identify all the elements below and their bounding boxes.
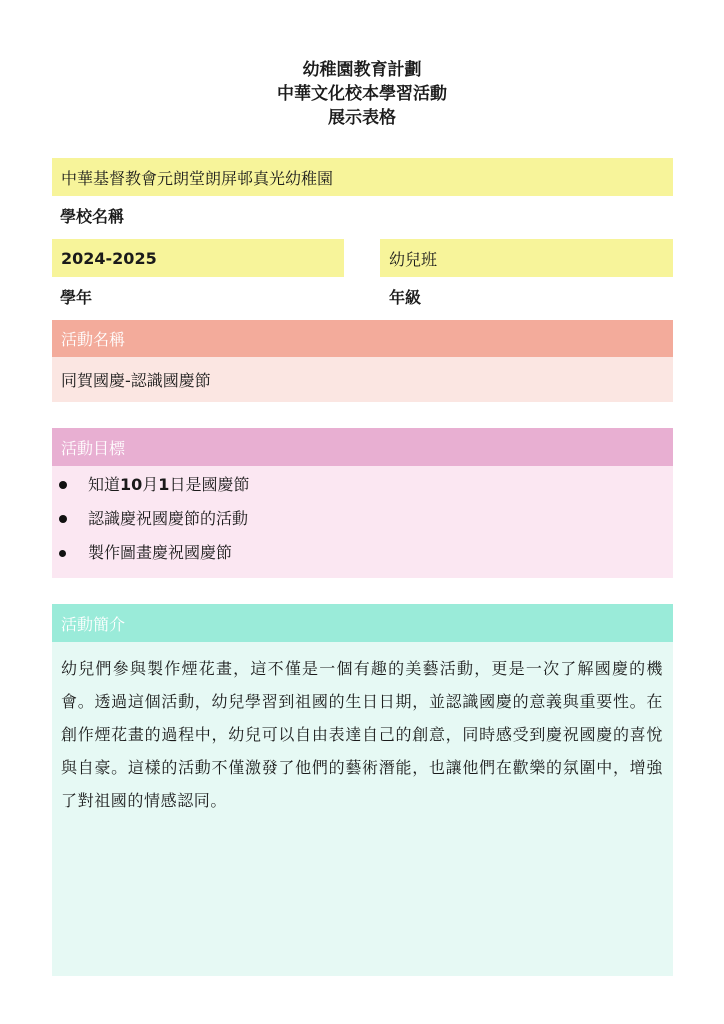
activity-name-heading: 活動名稱 <box>61 330 126 349</box>
document-title <box>0 58 724 130</box>
objectives-list <box>52 466 673 578</box>
objective-text: 知道10月1日是國慶節 <box>88 475 250 494</box>
grade-field[interactable] <box>380 239 673 277</box>
list-item <box>52 536 673 570</box>
objectives-header <box>52 428 673 466</box>
summary-field[interactable] <box>52 642 673 976</box>
school-year-field[interactable] <box>52 239 344 277</box>
title-line-1: 幼稚園教育計劃 <box>302 60 422 80</box>
list-item <box>52 468 673 502</box>
school-year-value: 2024-2025 <box>61 248 157 268</box>
title-line-2: 中華文化校本學習活動 <box>277 84 447 104</box>
objective-text: 認識慶祝國慶節的活動 <box>88 509 249 528</box>
activity-name-field[interactable] <box>52 357 673 402</box>
school-name-value: 中華基督教會元朗堂朗屏邨真光幼稚園 <box>61 168 334 188</box>
activity-name-header <box>52 320 673 357</box>
school-year-label: 學年 <box>60 288 93 307</box>
objective-text: 製作圖畫慶祝國慶節 <box>88 543 233 562</box>
summary-text: 幼兒們參與製作煙花畫，這不僅是一個有趣的美藝活動，更是一次了解國慶的機會。透過這個活動，幼兒學習到祖國的生日日期，並認識國慶的意義與重要性。在創作煙花畫的過程中，幼兒可以自由表達自己的創意，同時感受到慶祝國慶的喜悅與自豪。這樣的活動不僅激發了他們的藝術潛能，也讓他們在歡樂的氛圍中，增強了對祖國的情感認同。 <box>61 659 663 810</box>
bullet-icon <box>59 550 66 557</box>
grade-label: 年級 <box>389 288 422 307</box>
school-name-label: 學校名稱 <box>60 207 125 226</box>
grade-value: 幼兒班 <box>389 249 438 269</box>
title-line-3: 展示表格 <box>328 108 396 128</box>
school-name-field[interactable] <box>52 158 673 196</box>
objectives-heading: 活動目標 <box>61 438 126 458</box>
bullet-icon <box>59 515 67 523</box>
bullet-icon <box>59 481 67 489</box>
summary-header <box>52 604 673 642</box>
activity-name-value: 同賀國慶-認識國慶節 <box>61 371 211 390</box>
summary-heading: 活動簡介 <box>61 614 126 634</box>
list-item <box>52 502 673 536</box>
